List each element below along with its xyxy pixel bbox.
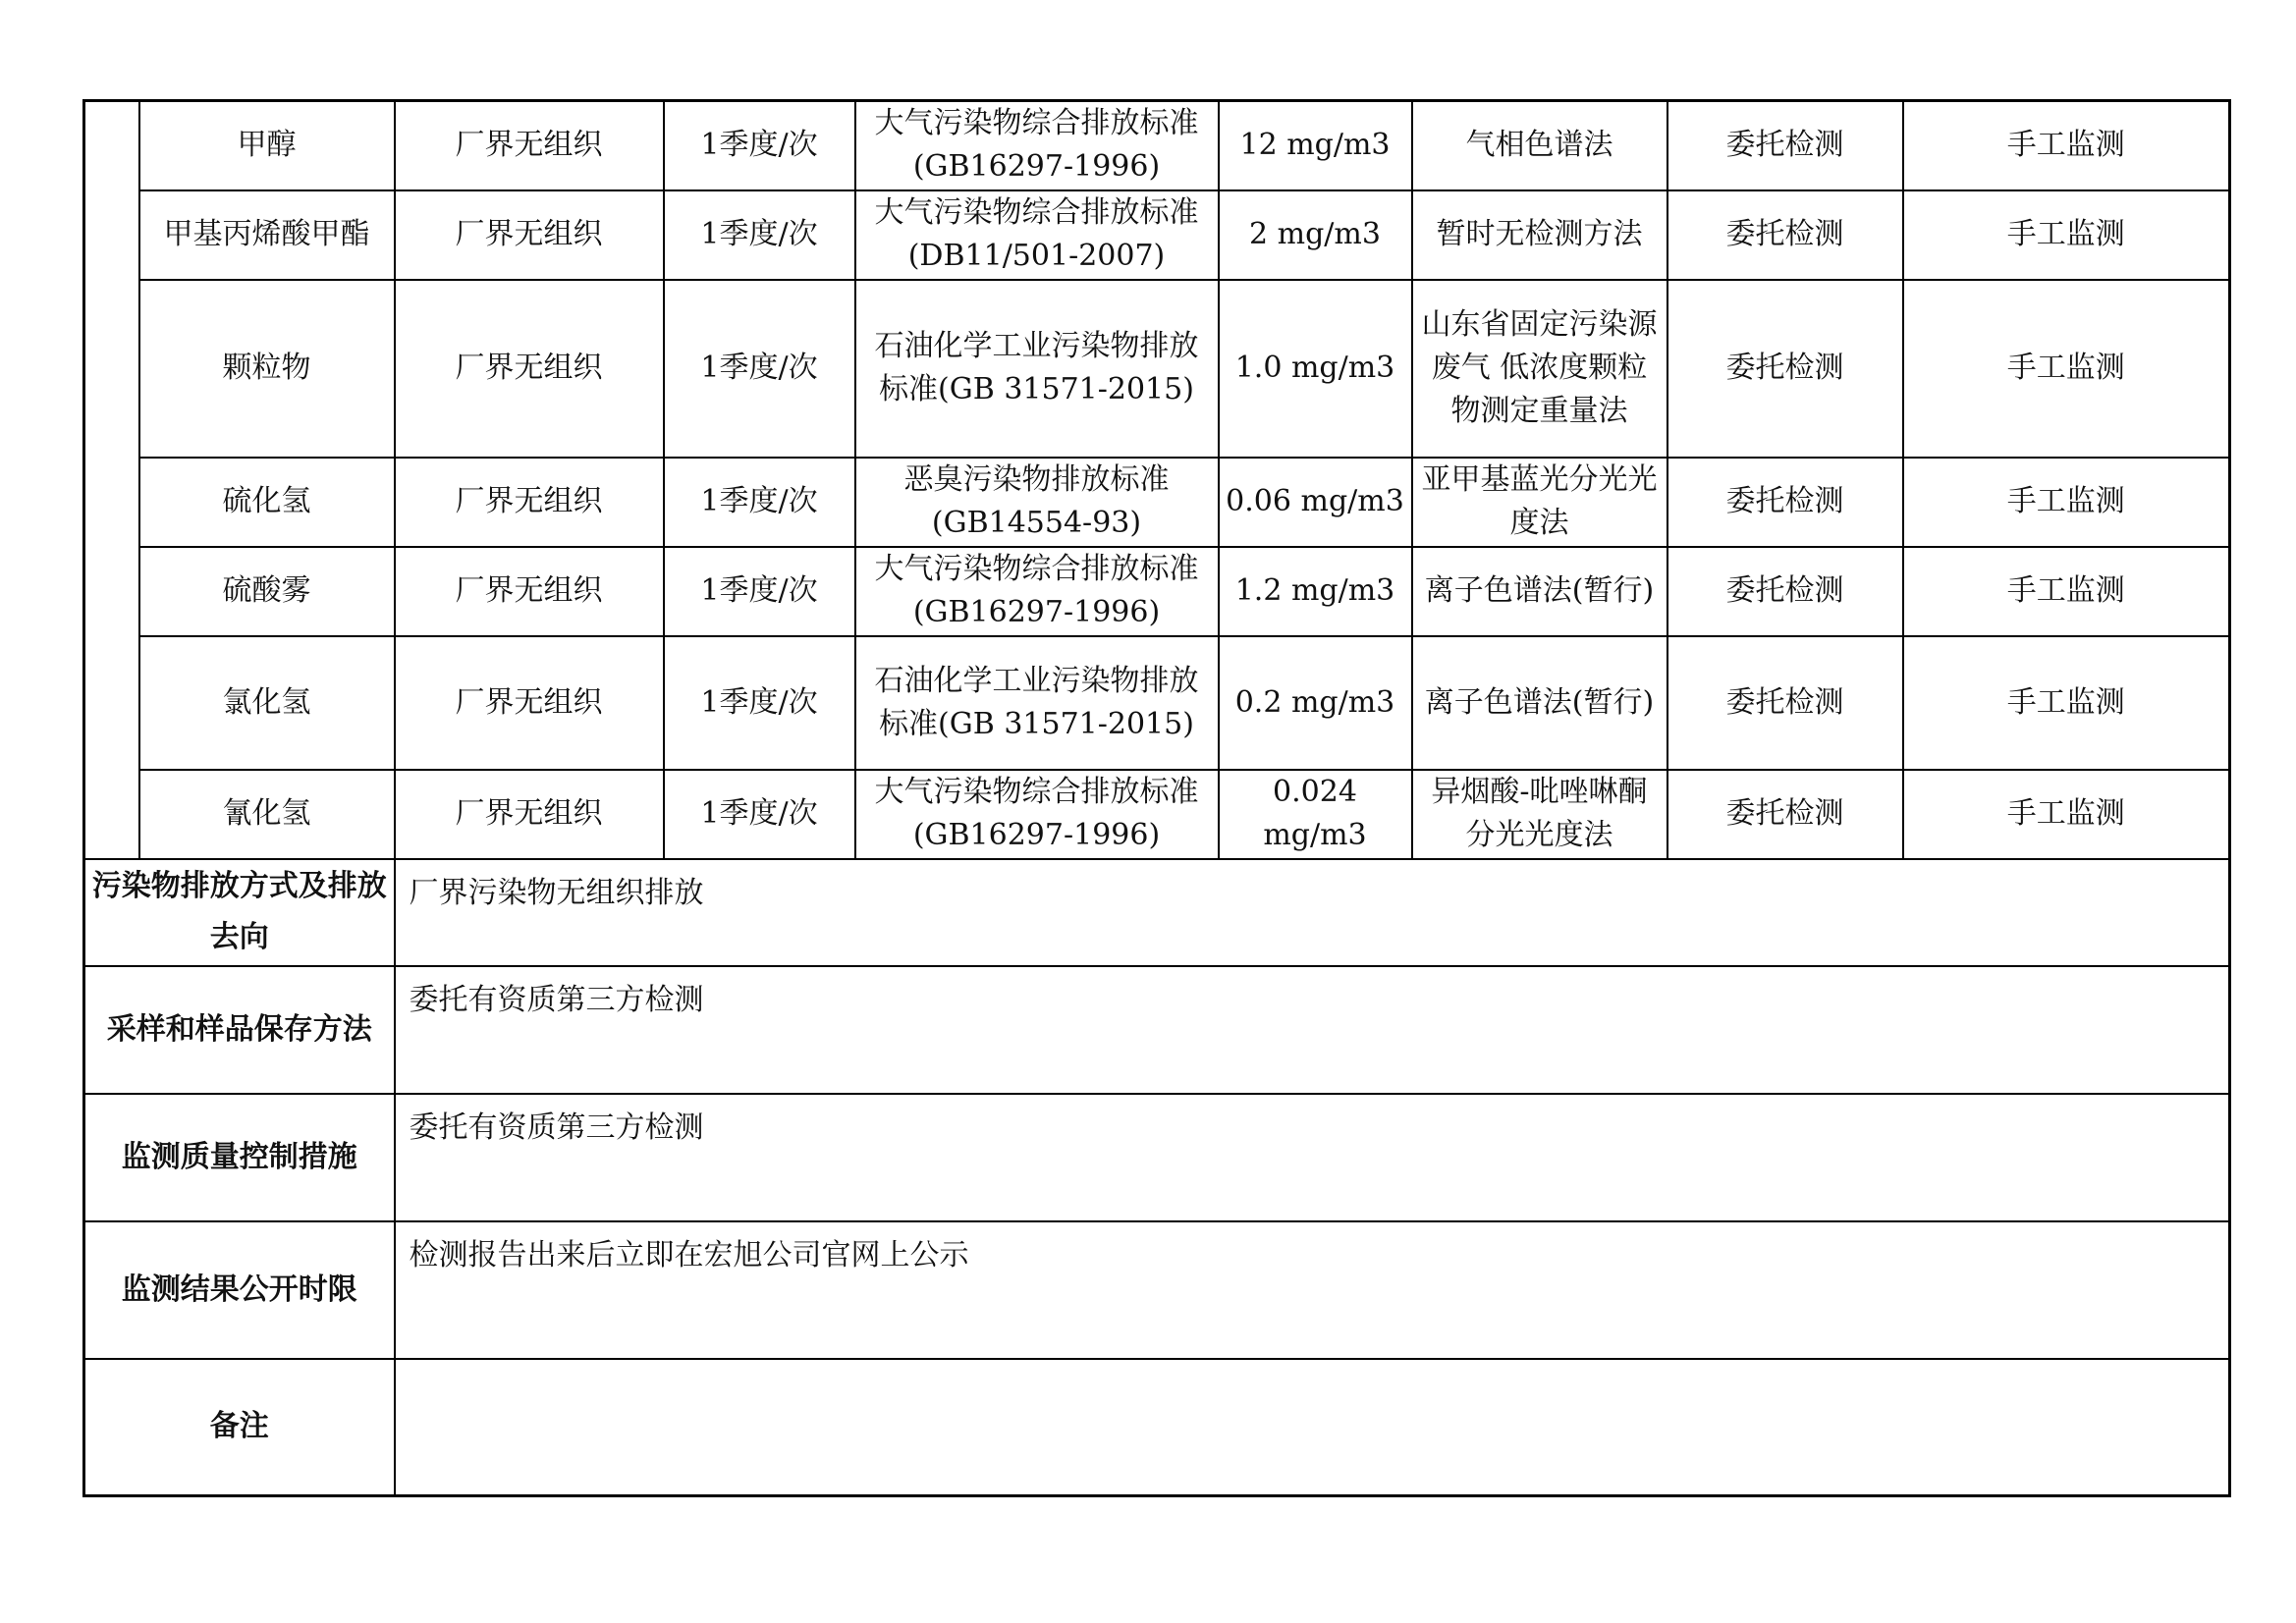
monitoring-mode: 委托检测 [1667,636,1903,770]
analysis-method: 离子色谱法(暂行) [1412,636,1667,770]
emission-limit: 2 mg/m3 [1219,190,1412,280]
pollutant-name: 氯化氢 [139,636,395,770]
emission-standard: 大气污染物综合排放标准 (DB11/501-2007) [855,190,1219,280]
emission-limit: 1.2 mg/m3 [1219,547,1412,636]
emission-limit: 1.0 mg/m3 [1219,280,1412,458]
discharge-row [84,859,2230,966]
monitoring-location: 厂界无组织 [395,101,664,190]
sampling-value: 委托有资质第三方检测 [395,966,2230,1094]
remarks-row [84,1359,2230,1496]
pollutant-name: 硫酸雾 [139,547,395,636]
disclosure-value: 检测报告出来后立即在宏旭公司官网上公示 [395,1221,2230,1359]
emission-limit: 12 mg/m3 [1219,101,1412,190]
table-row [84,636,2230,770]
sampling-row [84,966,2230,1094]
table-row [84,547,2230,636]
analysis-method: 亚甲基蓝光分光光度法 [1412,458,1667,547]
analysis-method: 离子色谱法(暂行) [1412,547,1667,636]
monitoring-frequency: 1季度/次 [664,458,855,547]
analysis-method: 异烟酸-吡唑啉酮分光光度法 [1412,770,1667,859]
monitoring-mode: 委托检测 [1667,280,1903,458]
emission-limit: 0.024 mg/m3 [1219,770,1412,859]
monitoring-location: 厂界无组织 [395,458,664,547]
table-row [84,770,2230,859]
emission-standard: 石油化学工业污染物排放标准(GB 31571-2015) [855,636,1219,770]
discharge-value: 厂界污染物无组织排放 [395,859,2230,966]
monitoring-type: 手工监测 [1903,190,2230,280]
analysis-method: 山东省固定污染源废气 低浓度颗粒物测定重量法 [1412,280,1667,458]
monitoring-location: 厂界无组织 [395,636,664,770]
monitoring-type: 手工监测 [1903,101,2230,190]
monitoring-location: 厂界无组织 [395,280,664,458]
monitoring-mode: 委托检测 [1667,458,1903,547]
monitoring-type: 手工监测 [1903,547,2230,636]
emission-standard: 大气污染物综合排放标准(GB16297-1996) [855,770,1219,859]
monitoring-mode: 委托检测 [1667,547,1903,636]
emission-limit: 0.2 mg/m3 [1219,636,1412,770]
analysis-method: 暂时无检测方法 [1412,190,1667,280]
quality-control-value: 委托有资质第三方检测 [395,1094,2230,1221]
monitoring-frequency: 1季度/次 [664,770,855,859]
pollutant-name: 甲基丙烯酸甲酯 [139,190,395,280]
monitoring-mode: 委托检测 [1667,190,1903,280]
pollutant-name: 颗粒物 [139,280,395,458]
monitoring-table [82,99,2231,1497]
table-row [84,190,2230,280]
monitoring-type: 手工监测 [1903,770,2230,859]
monitoring-location: 厂界无组织 [395,770,664,859]
table-row [84,458,2230,547]
monitoring-mode: 委托检测 [1667,770,1903,859]
remarks-value [395,1359,2230,1496]
pollutant-name: 硫化氢 [139,458,395,547]
quality-control-label: 监测质量控制措施 [84,1094,395,1221]
pollutant-name: 氰化氢 [139,770,395,859]
monitoring-type: 手工监测 [1903,280,2230,458]
emission-limit: 0.06 mg/m3 [1219,458,1412,547]
monitoring-frequency: 1季度/次 [664,636,855,770]
emission-standard: 恶臭污染物排放标准(GB14554-93) [855,458,1219,547]
disclosure-row [84,1221,2230,1359]
monitoring-location: 厂界无组织 [395,547,664,636]
monitoring-frequency: 1季度/次 [664,280,855,458]
disclosure-label: 监测结果公开时限 [84,1221,395,1359]
monitoring-location: 厂界无组织 [395,190,664,280]
merged-category-cell [84,101,139,859]
table-row [84,101,2230,190]
emission-standard: 石油化学工业污染物排放标准(GB 31571-2015) [855,280,1219,458]
monitoring-frequency: 1季度/次 [664,101,855,190]
quality-control-row [84,1094,2230,1221]
emission-standard: 大气污染物综合排放标准(GB16297-1996) [855,547,1219,636]
monitoring-mode: 委托检测 [1667,101,1903,190]
monitoring-frequency: 1季度/次 [664,190,855,280]
monitoring-frequency: 1季度/次 [664,547,855,636]
discharge-label: 污染物排放方式及排放去向 [84,859,395,966]
monitoring-type: 手工监测 [1903,458,2230,547]
table-row [84,280,2230,458]
emission-standard: 大气污染物综合排放标准(GB16297-1996) [855,101,1219,190]
pollutant-name: 甲醇 [139,101,395,190]
sampling-label: 采样和样品保存方法 [84,966,395,1094]
remarks-label: 备注 [84,1359,395,1496]
monitoring-type: 手工监测 [1903,636,2230,770]
analysis-method: 气相色谱法 [1412,101,1667,190]
